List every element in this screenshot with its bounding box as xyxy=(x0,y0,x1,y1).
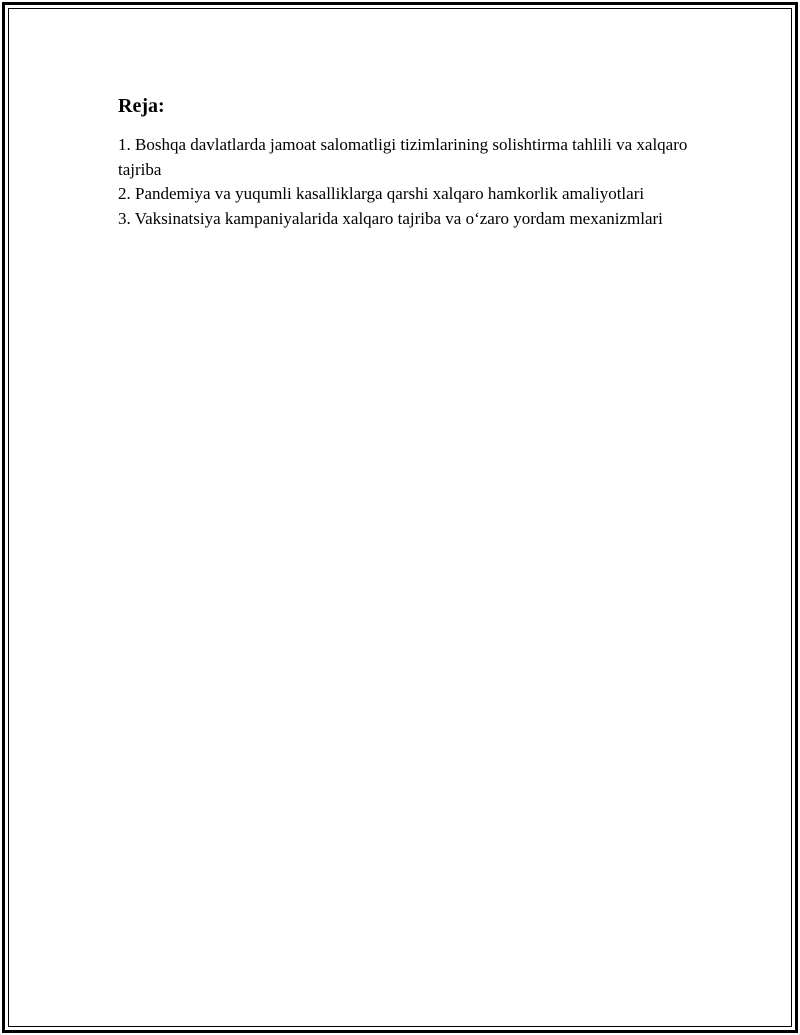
plan-item-1: 1. Boshqa davlatlarda jamoat salomatligi tizimlarining solishtirma tahlili va xalqaro tajriba xyxy=(118,135,688,179)
plan-heading: Reja: xyxy=(118,95,165,117)
document-body xyxy=(118,93,688,231)
plan-item-2: 2. Pandemiya va yuqumli kasalliklarga qarshi xalqaro hamkorlik amaliyotlari xyxy=(118,184,645,203)
plan-item-3: 3. Vaksinatsiya kampaniyalarida xalqaro tajriba va o‘zaro yordam mexanizmlari xyxy=(118,208,663,228)
plan-list xyxy=(118,133,688,231)
